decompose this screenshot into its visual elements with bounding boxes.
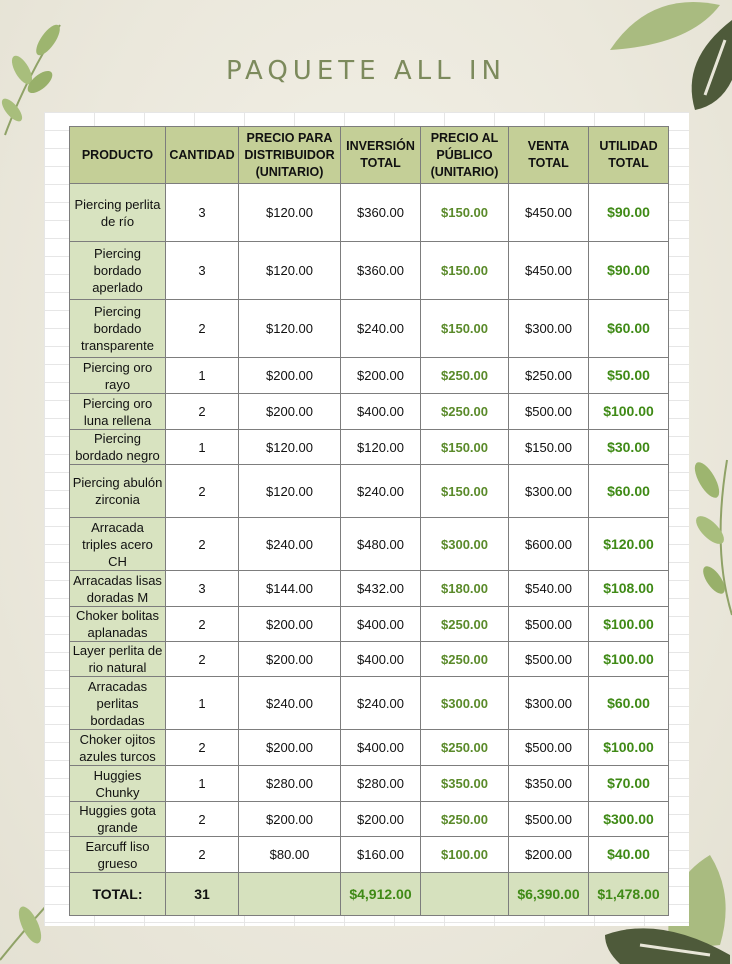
cell-inversion-total: $200.00 xyxy=(341,358,421,394)
cell-precio-publico: $150.00 xyxy=(421,465,509,518)
cell-precio-distribuidor: $80.00 xyxy=(239,837,341,873)
cell-utilidad-total: $90.00 xyxy=(589,242,669,300)
cell-inversion-total: $360.00 xyxy=(341,184,421,242)
cell-precio-publico: $250.00 xyxy=(421,358,509,394)
table-row xyxy=(70,394,669,430)
table-row xyxy=(70,677,669,730)
cell-cantidad: 3 xyxy=(166,242,239,300)
cell-venta-total: $150.00 xyxy=(509,430,589,465)
cell-precio-publico: $300.00 xyxy=(421,518,509,571)
cell-inversion-total: $480.00 xyxy=(341,518,421,571)
cell-producto: Piercing bordado negro xyxy=(70,430,166,465)
cell-utilidad-total: $70.00 xyxy=(589,766,669,802)
cell-precio-distribuidor: $144.00 xyxy=(239,571,341,607)
table-row xyxy=(70,642,669,677)
cell-producto: Huggies gota grande xyxy=(70,802,166,837)
cell-cantidad: 2 xyxy=(166,300,239,358)
cell-venta-total: $500.00 xyxy=(509,394,589,430)
cell-utilidad-total: $120.00 xyxy=(589,518,669,571)
total-venta: $6,390.00 xyxy=(509,873,589,916)
cell-precio-distribuidor: $200.00 xyxy=(239,394,341,430)
cell-inversion-total: $400.00 xyxy=(341,730,421,766)
cell-inversion-total: $240.00 xyxy=(341,677,421,730)
cell-venta-total: $300.00 xyxy=(509,677,589,730)
cell-cantidad: 1 xyxy=(166,358,239,394)
cell-producto: Arracadas perlitas bordadas xyxy=(70,677,166,730)
cell-inversion-total: $240.00 xyxy=(341,300,421,358)
cell-producto: Piercing bordado transparente xyxy=(70,300,166,358)
cell-venta-total: $600.00 xyxy=(509,518,589,571)
cell-precio-publico: $150.00 xyxy=(421,300,509,358)
cell-producto: Piercing perlita de río xyxy=(70,184,166,242)
cell-cantidad: 2 xyxy=(166,465,239,518)
total-cantidad: 31 xyxy=(166,873,239,916)
cell-cantidad: 2 xyxy=(166,518,239,571)
cell-precio-distribuidor: $200.00 xyxy=(239,730,341,766)
cell-cantidad: 2 xyxy=(166,730,239,766)
cell-precio-distribuidor: $120.00 xyxy=(239,242,341,300)
header-producto: PRODUCTO xyxy=(70,127,166,184)
cell-venta-total: $250.00 xyxy=(509,358,589,394)
page-title: PAQUETE ALL IN xyxy=(226,56,506,86)
cell-utilidad-total: $30.00 xyxy=(589,430,669,465)
table-row xyxy=(70,184,669,242)
cell-precio-distribuidor: $240.00 xyxy=(239,518,341,571)
cell-precio-distribuidor: $200.00 xyxy=(239,642,341,677)
cell-producto: Piercing abulón zirconia xyxy=(70,465,166,518)
header-cantidad: CANTIDAD xyxy=(166,127,239,184)
cell-venta-total: $450.00 xyxy=(509,242,589,300)
cell-utilidad-total: $60.00 xyxy=(589,465,669,518)
cell-inversion-total: $400.00 xyxy=(341,642,421,677)
cell-venta-total: $450.00 xyxy=(509,184,589,242)
header-precio-distribuidor: PRECIO PARA DISTRIBUIDOR (UNITARIO) xyxy=(239,127,341,184)
product-table xyxy=(69,126,669,916)
cell-venta-total: $350.00 xyxy=(509,766,589,802)
cell-inversion-total: $280.00 xyxy=(341,766,421,802)
cell-venta-total: $200.00 xyxy=(509,837,589,873)
cell-utilidad-total: $108.00 xyxy=(589,571,669,607)
cell-precio-publico: $250.00 xyxy=(421,802,509,837)
cell-producto: Choker bolitas aplanadas xyxy=(70,607,166,642)
cell-inversion-total: $240.00 xyxy=(341,465,421,518)
cell-venta-total: $540.00 xyxy=(509,571,589,607)
cell-cantidad: 1 xyxy=(166,430,239,465)
cell-inversion-total: $200.00 xyxy=(341,802,421,837)
cell-utilidad-total: $300.00 xyxy=(589,802,669,837)
cell-producto: Huggies Chunky xyxy=(70,766,166,802)
cell-producto: Choker ojitos azules turcos xyxy=(70,730,166,766)
cell-precio-distribuidor: $200.00 xyxy=(239,358,341,394)
total-row xyxy=(70,873,669,916)
cell-producto: Piercing oro rayo xyxy=(70,358,166,394)
cell-inversion-total: $160.00 xyxy=(341,837,421,873)
cell-precio-publico: $250.00 xyxy=(421,607,509,642)
cell-cantidad: 2 xyxy=(166,607,239,642)
cell-venta-total: $300.00 xyxy=(509,465,589,518)
cell-precio-distribuidor: $280.00 xyxy=(239,766,341,802)
cell-venta-total: $500.00 xyxy=(509,642,589,677)
cell-cantidad: 1 xyxy=(166,766,239,802)
cell-producto: Arracada triples acero CH xyxy=(70,518,166,571)
cell-venta-total: $500.00 xyxy=(509,607,589,642)
table-row xyxy=(70,837,669,873)
cell-utilidad-total: $100.00 xyxy=(589,642,669,677)
header-venta-total: VENTA TOTAL xyxy=(509,127,589,184)
cell-inversion-total: $120.00 xyxy=(341,430,421,465)
cell-cantidad: 2 xyxy=(166,802,239,837)
table-row xyxy=(70,242,669,300)
table-row xyxy=(70,300,669,358)
cell-producto: Arracadas lisas doradas M xyxy=(70,571,166,607)
cell-precio-publico: $150.00 xyxy=(421,430,509,465)
cell-precio-distribuidor: $200.00 xyxy=(239,607,341,642)
header-inversion-total: INVERSIÓN TOTAL xyxy=(341,127,421,184)
total-label: TOTAL: xyxy=(70,873,166,916)
cell-utilidad-total: $50.00 xyxy=(589,358,669,394)
cell-producto: Piercing bordado aperlado xyxy=(70,242,166,300)
cell-precio-publico: $350.00 xyxy=(421,766,509,802)
total-empty-cell xyxy=(239,873,341,916)
cell-cantidad: 3 xyxy=(166,184,239,242)
cell-precio-publico: $180.00 xyxy=(421,571,509,607)
cell-venta-total: $500.00 xyxy=(509,730,589,766)
cell-producto: Earcuff liso grueso xyxy=(70,837,166,873)
cell-venta-total: $500.00 xyxy=(509,802,589,837)
cell-precio-publico: $150.00 xyxy=(421,184,509,242)
cell-producto: Piercing oro luna rellena xyxy=(70,394,166,430)
cell-inversion-total: $360.00 xyxy=(341,242,421,300)
table-row xyxy=(70,607,669,642)
cell-precio-distribuidor: $120.00 xyxy=(239,184,341,242)
cell-utilidad-total: $100.00 xyxy=(589,607,669,642)
cell-precio-distribuidor: $240.00 xyxy=(239,677,341,730)
cell-precio-publico: $250.00 xyxy=(421,642,509,677)
cell-utilidad-total: $100.00 xyxy=(589,394,669,430)
cell-cantidad: 2 xyxy=(166,837,239,873)
cell-precio-publico: $150.00 xyxy=(421,242,509,300)
table-row xyxy=(70,430,669,465)
cell-precio-distribuidor: $200.00 xyxy=(239,802,341,837)
cell-inversion-total: $400.00 xyxy=(341,394,421,430)
cell-venta-total: $300.00 xyxy=(509,300,589,358)
cell-precio-publico: $300.00 xyxy=(421,677,509,730)
cell-cantidad: 2 xyxy=(166,642,239,677)
cell-cantidad: 3 xyxy=(166,571,239,607)
table-row xyxy=(70,766,669,802)
cell-utilidad-total: $40.00 xyxy=(589,837,669,873)
cell-precio-distribuidor: $120.00 xyxy=(239,430,341,465)
cell-utilidad-total: $100.00 xyxy=(589,730,669,766)
header-utilidad-total: UTILIDAD TOTAL xyxy=(589,127,669,184)
table-row xyxy=(70,358,669,394)
cell-inversion-total: $400.00 xyxy=(341,607,421,642)
table-row xyxy=(70,465,669,518)
cell-precio-publico: $100.00 xyxy=(421,837,509,873)
cell-precio-publico: $250.00 xyxy=(421,394,509,430)
total-utilidad: $1,478.00 xyxy=(589,873,669,916)
cell-utilidad-total: $60.00 xyxy=(589,300,669,358)
total-inversion: $4,912.00 xyxy=(341,873,421,916)
cell-cantidad: 2 xyxy=(166,394,239,430)
cell-precio-distribuidor: $120.00 xyxy=(239,465,341,518)
cell-precio-distribuidor: $120.00 xyxy=(239,300,341,358)
cell-inversion-total: $432.00 xyxy=(341,571,421,607)
table-row xyxy=(70,571,669,607)
cell-producto: Layer perlita de rio natural xyxy=(70,642,166,677)
total-empty-cell xyxy=(421,873,509,916)
header-precio-publico: PRECIO AL PÚBLICO (UNITARIO) xyxy=(421,127,509,184)
table-row xyxy=(70,802,669,837)
cell-utilidad-total: $60.00 xyxy=(589,677,669,730)
table-row xyxy=(70,730,669,766)
table-row xyxy=(70,518,669,571)
cell-precio-publico: $250.00 xyxy=(421,730,509,766)
cell-utilidad-total: $90.00 xyxy=(589,184,669,242)
cell-cantidad: 1 xyxy=(166,677,239,730)
table-header-row xyxy=(70,127,669,184)
